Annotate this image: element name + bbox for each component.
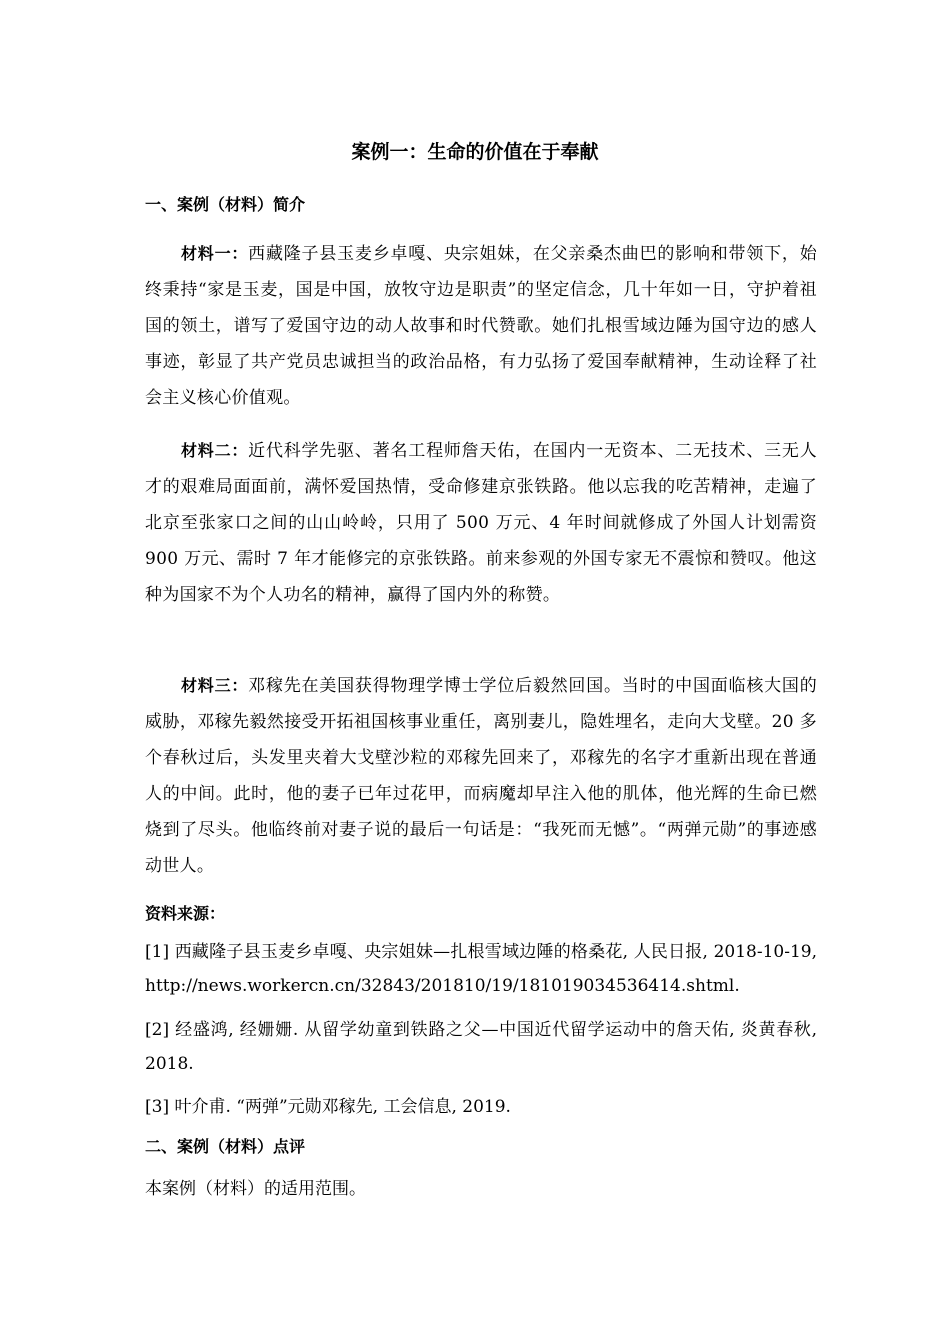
material-label-3: 材料三： (181, 676, 249, 695)
material-label-1: 材料一： (181, 244, 249, 263)
reference-3: [3] 叶介甫. “两弹”元勋邓稼先, 工会信息, 2019. (145, 1097, 511, 1117)
document-title: 案例一：生命的价值在于奉献 (351, 141, 599, 163)
material-text-3: 邓稼先在美国获得物理学博士学位后毅然回国。当时的中国面临核大国的威胁，邓稼先毅然接受开拓祖国核事业重任，离别妻儿，隐姓埋名，走向大戈壁。20 多个春秋过后，头发里夹着大戈壁沙粒的邓稼先回来了，邓稼先的名字才重新出现在普通人的中间。此时，他的妻子已年过花甲，而病魔却早注入他的肌体，他光辉的生命已燃烧到了尽头。他临终前对妻子说的最后一句话是：“我死而无憾”。“两弹元勋”的事迹感动世人。 (145, 676, 817, 876)
review-text: 本案例（材料）的适用范围。 (145, 1179, 366, 1199)
reference-2: [2] 经盛鸿, 经姗姗. 从留学幼童到铁路之父—中国近代留学运动中的詹天佑, 炎黄春秋, 2018. (145, 1020, 817, 1074)
material-paragraph-3 (145, 668, 817, 884)
material-label-2: 材料二： (181, 441, 249, 460)
material-text-2: 近代科学先驱、著名工程师詹天佑，在国内一无资本、二无技术、三无人才的艰难局面面前，满怀爱国热情，受命修建京张铁路。他以忘我的吃苦精神，走遍了北京至张家口之间的山山岭岭，只用了 500 万元、4 年时间就修成了外国人计划需资 900 万元、需时 7 年才能修完的京张铁路。前来参观的外国专家无不震惊和赞叹。他这种为国家不为个人功名的精神，赢得了国内外的称赞。 (145, 441, 817, 605)
section-heading-review: 二、案例（材料）点评 (145, 1137, 306, 1156)
material-text-1: 西藏隆子县玉麦乡卓嘎、央宗姐妹，在父亲桑杰曲巴的影响和带领下，始终秉持“家是玉麦，国是中国，放牧守边是职责”的坚定信念，几十年如一日，守护着祖国的领土，谱写了爱国守边的动人故事和时代赞歌。她们扎根雪域边陲为国守边的感人事迹，彰显了共产党员忠诚担当的政治品格，有力弘扬了爱国奉献精神，生动诠释了社会主义核心价值观。 (145, 244, 817, 408)
sources-heading: 资料来源： (145, 904, 226, 923)
section-heading-intro: 一、案例（材料）简介 (145, 195, 306, 214)
material-paragraph-2 (145, 433, 817, 613)
reference-1: [1] 西藏隆子县玉麦乡卓嘎、央宗姐妹—扎根雪域边陲的格桑花, 人民日报, 2018-10-19, http://news.workercn.cn/32843/201810/19/181019034536414.shtml. (145, 942, 817, 996)
material-paragraph-1 (145, 236, 817, 416)
